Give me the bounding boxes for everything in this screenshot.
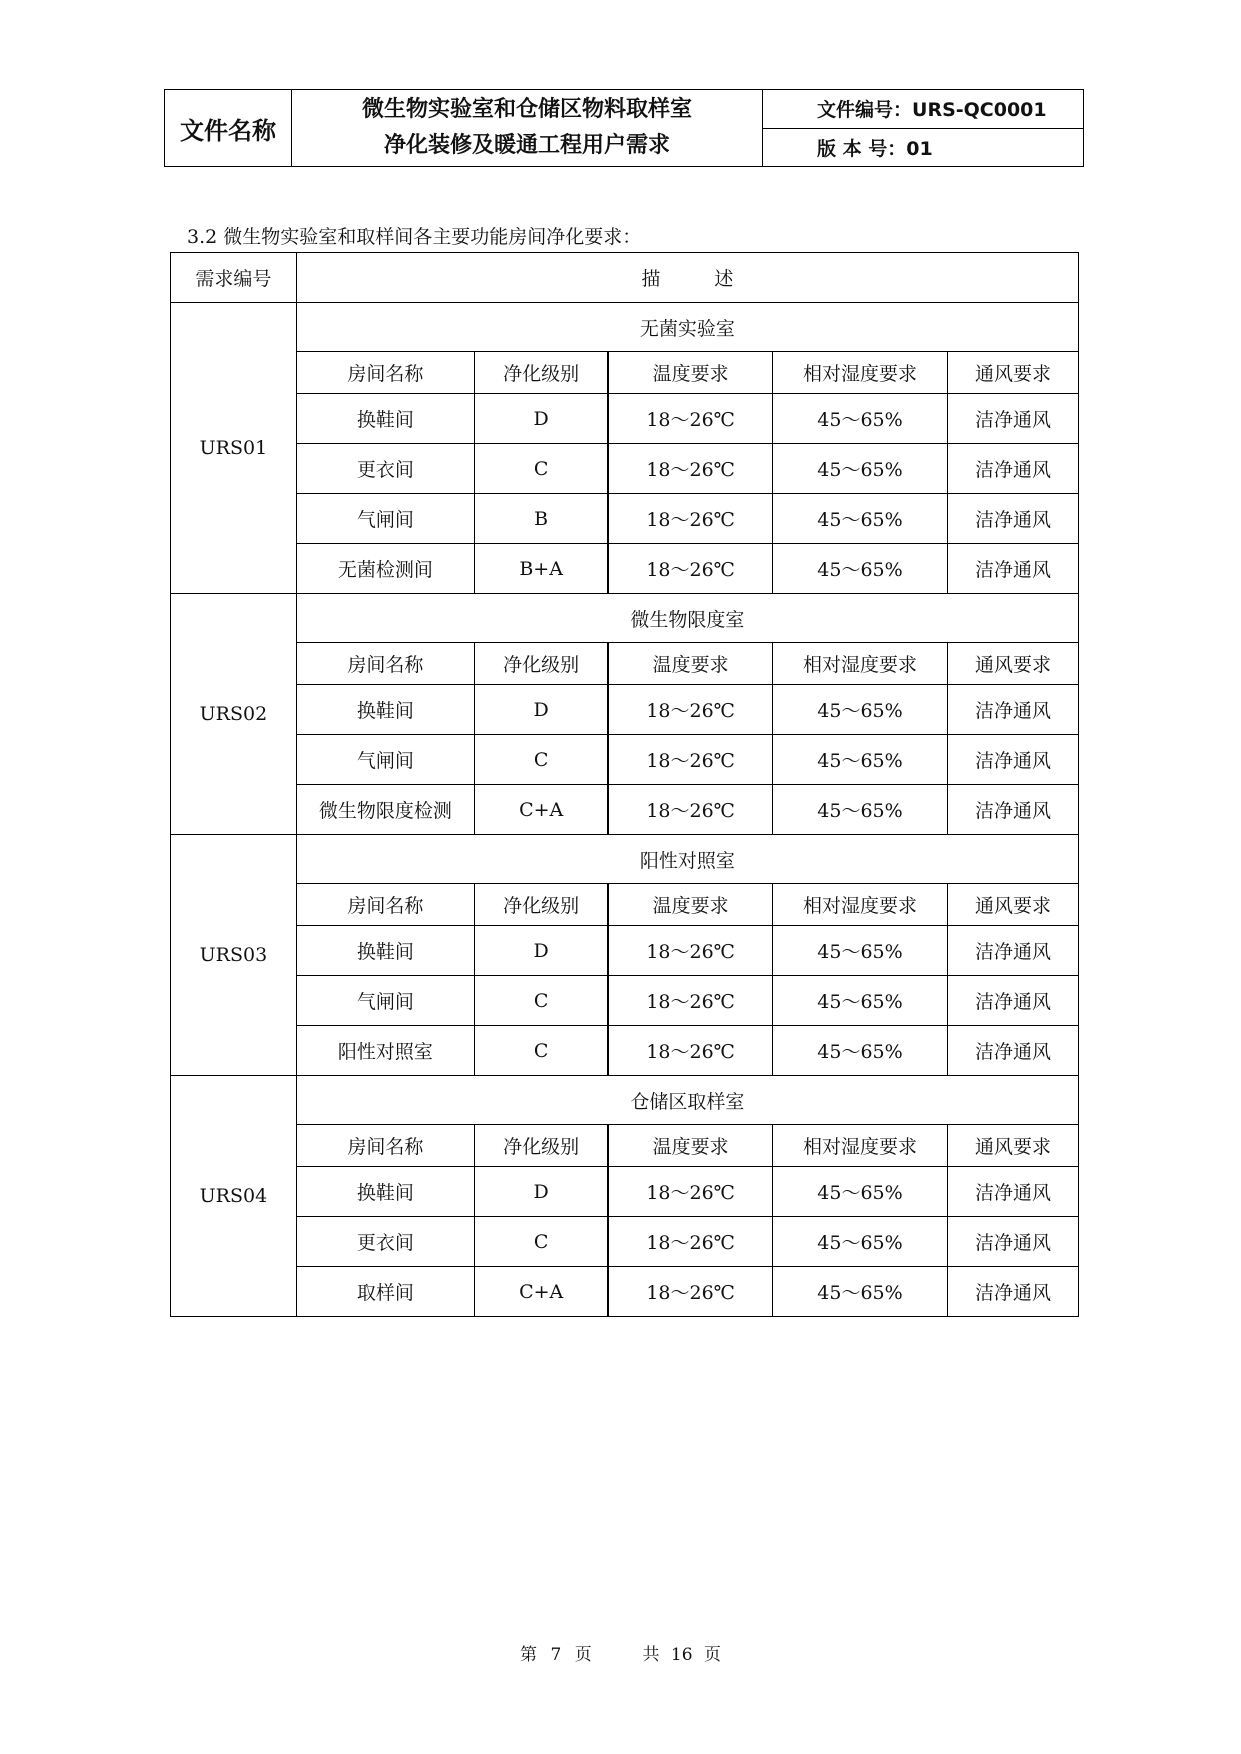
version-label: 版 本 号： bbox=[817, 137, 907, 160]
group-title: 阳性对照室 bbox=[296, 835, 1078, 884]
cell-clean-grade: C+A bbox=[474, 785, 608, 835]
requirement-id: URS04 bbox=[171, 1076, 297, 1317]
column-header-clean-grade: 净化级别 bbox=[474, 643, 608, 685]
cell-humidity: 45～65% bbox=[772, 544, 947, 594]
group-title: 仓储区取样室 bbox=[296, 1076, 1078, 1125]
table-header-row bbox=[171, 253, 1079, 303]
document-header bbox=[164, 89, 1084, 167]
document-title-line2: 净化装修及暖通工程用户需求 bbox=[383, 133, 670, 158]
cell-humidity: 45～65% bbox=[772, 785, 947, 835]
page-suffix: 页 bbox=[574, 1645, 592, 1665]
column-header-room-name: 房间名称 bbox=[296, 643, 474, 685]
cell-humidity: 45～65% bbox=[772, 444, 947, 494]
cell-clean-grade: C bbox=[474, 444, 608, 494]
table-row bbox=[171, 685, 1079, 735]
cell-temperature: 18～26℃ bbox=[608, 1167, 772, 1217]
cell-room-name: 更衣间 bbox=[296, 1217, 474, 1267]
cell-temperature: 18～26℃ bbox=[608, 544, 772, 594]
cell-room-name: 气闸间 bbox=[296, 494, 474, 544]
table-row bbox=[171, 1026, 1079, 1076]
cell-ventilation: 洁净通风 bbox=[948, 544, 1079, 594]
header-requirement-id: 需求编号 bbox=[171, 253, 297, 303]
column-header-humidity: 相对湿度要求 bbox=[772, 643, 947, 685]
document-number-value: URS-QC0001 bbox=[912, 99, 1047, 122]
column-header-row bbox=[171, 643, 1079, 685]
column-header-ventilation: 通风要求 bbox=[948, 643, 1079, 685]
column-header-temperature: 温度要求 bbox=[608, 352, 772, 394]
cell-temperature: 18～26℃ bbox=[608, 1217, 772, 1267]
cell-humidity: 45～65% bbox=[772, 735, 947, 785]
column-header-row bbox=[171, 1125, 1079, 1167]
page-prefix: 第 bbox=[520, 1645, 538, 1665]
table-row bbox=[171, 1217, 1079, 1267]
table-row bbox=[171, 544, 1079, 594]
cell-humidity: 45～65% bbox=[772, 976, 947, 1026]
column-header-humidity: 相对湿度要求 bbox=[772, 1125, 947, 1167]
cell-humidity: 45～65% bbox=[772, 494, 947, 544]
cell-ventilation: 洁净通风 bbox=[948, 1167, 1079, 1217]
total-suffix: 页 bbox=[703, 1645, 721, 1665]
total-pages: 16 bbox=[670, 1645, 693, 1665]
cell-clean-grade: C bbox=[474, 976, 608, 1026]
version-number bbox=[763, 128, 1084, 167]
column-header-ventilation: 通风要求 bbox=[948, 352, 1079, 394]
cell-temperature: 18～26℃ bbox=[608, 494, 772, 544]
table-row bbox=[171, 785, 1079, 835]
column-header-clean-grade: 净化级别 bbox=[474, 884, 608, 926]
cell-room-name: 阳性对照室 bbox=[296, 1026, 474, 1076]
column-header-temperature: 温度要求 bbox=[608, 884, 772, 926]
cell-ventilation: 洁净通风 bbox=[948, 785, 1079, 835]
requirements-table bbox=[170, 252, 1079, 1317]
table-row bbox=[171, 976, 1079, 1026]
cell-humidity: 45～65% bbox=[772, 1167, 947, 1217]
column-header-row bbox=[171, 884, 1079, 926]
document-title-line1: 微生物实验室和仓储区物料取样室 bbox=[361, 97, 692, 122]
column-header-room-name: 房间名称 bbox=[296, 352, 474, 394]
cell-temperature: 18～26℃ bbox=[608, 976, 772, 1026]
column-header-ventilation: 通风要求 bbox=[948, 884, 1079, 926]
cell-clean-grade: D bbox=[474, 685, 608, 735]
table-row bbox=[171, 1167, 1079, 1217]
cell-ventilation: 洁净通风 bbox=[948, 685, 1079, 735]
cell-clean-grade: D bbox=[474, 1167, 608, 1217]
cell-room-name: 无菌检测间 bbox=[296, 544, 474, 594]
header-description: 描 述 bbox=[296, 253, 1078, 303]
cell-temperature: 18～26℃ bbox=[608, 785, 772, 835]
cell-temperature: 18～26℃ bbox=[608, 735, 772, 785]
cell-humidity: 45～65% bbox=[772, 926, 947, 976]
cell-room-name: 微生物限度检测 bbox=[296, 785, 474, 835]
section-heading: 3.2 微生物实验室和取样间各主要功能房间净化要求： bbox=[187, 226, 642, 248]
cell-room-name: 换鞋间 bbox=[296, 926, 474, 976]
cell-temperature: 18～26℃ bbox=[608, 926, 772, 976]
table-row bbox=[171, 1267, 1079, 1317]
table-row bbox=[171, 735, 1079, 785]
cell-ventilation: 洁净通风 bbox=[948, 1267, 1079, 1317]
cell-ventilation: 洁净通风 bbox=[948, 926, 1079, 976]
requirement-id: URS02 bbox=[171, 594, 297, 835]
cell-ventilation: 洁净通风 bbox=[948, 735, 1079, 785]
cell-clean-grade: B bbox=[474, 494, 608, 544]
cell-ventilation: 洁净通风 bbox=[948, 444, 1079, 494]
cell-clean-grade: C bbox=[474, 735, 608, 785]
table-row bbox=[171, 444, 1079, 494]
requirement-id: URS01 bbox=[171, 303, 297, 594]
cell-temperature: 18～26℃ bbox=[608, 1026, 772, 1076]
cell-clean-grade: D bbox=[474, 394, 608, 444]
column-header-temperature: 温度要求 bbox=[608, 1125, 772, 1167]
cell-humidity: 45～65% bbox=[772, 685, 947, 735]
column-header-temperature: 温度要求 bbox=[608, 643, 772, 685]
cell-ventilation: 洁净通风 bbox=[948, 494, 1079, 544]
column-header-clean-grade: 净化级别 bbox=[474, 1125, 608, 1167]
cell-temperature: 18～26℃ bbox=[608, 444, 772, 494]
group-title: 无菌实验室 bbox=[296, 303, 1078, 352]
cell-temperature: 18～26℃ bbox=[608, 685, 772, 735]
column-header-ventilation: 通风要求 bbox=[948, 1125, 1079, 1167]
cell-clean-grade: C bbox=[474, 1026, 608, 1076]
document-number bbox=[763, 90, 1084, 129]
cell-ventilation: 洁净通风 bbox=[948, 976, 1079, 1026]
cell-humidity: 45～65% bbox=[772, 1267, 947, 1317]
cell-clean-grade: B+A bbox=[474, 544, 608, 594]
table-row bbox=[171, 494, 1079, 544]
column-header-room-name: 房间名称 bbox=[296, 1125, 474, 1167]
requirement-id: URS03 bbox=[171, 835, 297, 1076]
total-prefix: 共 bbox=[642, 1645, 660, 1665]
cell-ventilation: 洁净通风 bbox=[948, 394, 1079, 444]
group-title-row bbox=[171, 303, 1079, 352]
group-title: 微生物限度室 bbox=[296, 594, 1078, 643]
document-title bbox=[292, 90, 763, 167]
cell-room-name: 换鞋间 bbox=[296, 685, 474, 735]
page-number: 7 bbox=[550, 1645, 562, 1665]
cell-humidity: 45～65% bbox=[772, 1026, 947, 1076]
cell-room-name: 气闸间 bbox=[296, 735, 474, 785]
cell-temperature: 18～26℃ bbox=[608, 394, 772, 444]
cell-humidity: 45～65% bbox=[772, 1217, 947, 1267]
cell-clean-grade: C+A bbox=[474, 1267, 608, 1317]
column-header-room-name: 房间名称 bbox=[296, 884, 474, 926]
table-row bbox=[171, 394, 1079, 444]
group-title-row bbox=[171, 594, 1079, 643]
file-name-label: 文件名称 bbox=[165, 90, 292, 167]
table-row bbox=[171, 926, 1079, 976]
group-title-row bbox=[171, 835, 1079, 884]
cell-room-name: 更衣间 bbox=[296, 444, 474, 494]
page-footer bbox=[0, 1640, 1241, 1665]
document-number-label: 文件编号： bbox=[817, 99, 913, 122]
cell-humidity: 45～65% bbox=[772, 394, 947, 444]
cell-temperature: 18～26℃ bbox=[608, 1267, 772, 1317]
column-header-row bbox=[171, 352, 1079, 394]
cell-ventilation: 洁净通风 bbox=[948, 1026, 1079, 1076]
cell-room-name: 换鞋间 bbox=[296, 1167, 474, 1217]
cell-ventilation: 洁净通风 bbox=[948, 1217, 1079, 1267]
column-header-humidity: 相对湿度要求 bbox=[772, 884, 947, 926]
column-header-clean-grade: 净化级别 bbox=[474, 352, 608, 394]
cell-room-name: 换鞋间 bbox=[296, 394, 474, 444]
column-header-humidity: 相对湿度要求 bbox=[772, 352, 947, 394]
group-title-row bbox=[171, 1076, 1079, 1125]
cell-room-name: 取样间 bbox=[296, 1267, 474, 1317]
cell-clean-grade: C bbox=[474, 1217, 608, 1267]
cell-clean-grade: D bbox=[474, 926, 608, 976]
version-value: 01 bbox=[906, 137, 933, 160]
cell-room-name: 气闸间 bbox=[296, 976, 474, 1026]
